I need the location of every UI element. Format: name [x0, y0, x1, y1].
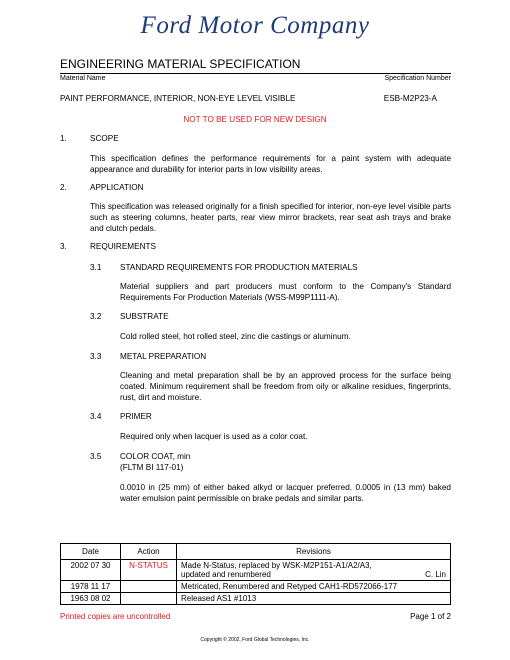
- section-3-5-number: 3.5: [90, 452, 102, 461]
- revisions-header-row: [61, 544, 451, 560]
- uncontrolled-notice: Printed copies are uncontrolled: [60, 612, 171, 621]
- section-2-text: This specification was released originally for a finish specified for interior, non-eye level visible parts such as steering columns, heater parts, rear view mirror brackets, rear seat ash trays and brake and clutch pedals.: [90, 202, 451, 233]
- section-1-title: SCOPE: [90, 134, 119, 143]
- section-3-3-title: METAL PREPARATION: [120, 352, 207, 361]
- notice: NOT TO BE USED FOR NEW DESIGN: [183, 115, 327, 124]
- copyright: Copyright © 2002, Ford Global Technologies, Inc.: [200, 637, 310, 643]
- section-1-number: 1.: [60, 134, 67, 143]
- revision-initials: C. Lin: [425, 570, 446, 579]
- revision-description: Metricated, Renumbered and Retyped CAH1-RD572066-177: [177, 581, 451, 593]
- revision-description: Released AS1 #1013: [177, 593, 451, 605]
- section-3-4-title: PRIMER: [120, 412, 152, 421]
- revision-line-2: updated and renumbered: [181, 570, 271, 579]
- revisions-table: [60, 543, 451, 605]
- revision-description: [177, 560, 451, 581]
- revision-action: [121, 581, 177, 593]
- page-number: Page 1 of 2: [410, 612, 451, 621]
- spec-number-label: Specification Number: [384, 75, 451, 82]
- section-3-number: 3.: [60, 242, 67, 251]
- header-action: Action: [121, 544, 177, 560]
- revision-date: 2002 07 30: [61, 560, 121, 581]
- revision-action: N-STATUS: [121, 560, 177, 581]
- section-3-3-text: Cleaning and metal preparation shall be by an approved process for the surface being coated. Minimum requirement shall be freedom from oily or alkaline residues, fingerprints, rust, dirt and moisture.: [120, 371, 451, 402]
- material-name: PAINT PERFORMANCE, INTERIOR, NON-EYE LEVEL VISIBLE: [60, 94, 296, 103]
- revision-line-1: Made N-Status, replaced by WSK-M2P151-A1/A2/A3,: [181, 561, 372, 570]
- ford-logo: Ford Motor Company: [140, 12, 370, 39]
- header-revisions: Revisions: [177, 544, 451, 560]
- section-1-text: This specification defines the performance requirements for a paint system with adequate appearance and durability for interior parts in low visibility areas.: [90, 154, 451, 174]
- table-row: [61, 593, 451, 605]
- revision-line-2-wrap: [181, 570, 446, 579]
- spec-number: ESB-M2P23-A: [383, 94, 437, 103]
- section-3-1-number: 3.1: [90, 263, 102, 272]
- section-3-5-text: 0.0010 in (25 mm) of either baked alkyd or lacquer preferred. 0.0005 in (13 mm) baked water emulsion paint permissible on brake pedals and similar parts.: [120, 483, 451, 503]
- revision-action: [121, 593, 177, 605]
- revision-date: 1978 11 17: [61, 581, 121, 593]
- title-rule: [60, 73, 451, 74]
- material-name-label: Material Name: [60, 75, 106, 82]
- section-3-3-number: 3.3: [90, 352, 102, 361]
- section-2-title: APPLICATION: [90, 183, 144, 192]
- table-row: [61, 581, 451, 593]
- section-3-2-text: Cold rolled steel, hot rolled steel, zinc die castings or aluminum.: [120, 332, 351, 341]
- section-3-4-number: 3.4: [90, 412, 102, 421]
- section-2-number: 2.: [60, 183, 67, 192]
- section-3-1-text: Material suppliers and part producers must conform to the Company's Standard Requirements For Production Materials (WSS-M99P1111-A).: [120, 282, 451, 302]
- section-3-title: REQUIREMENTS: [90, 242, 156, 251]
- section-3-5-title: COLOR COAT, min: [120, 452, 191, 461]
- section-3-5-subtitle: (FLTM BI 117-01): [120, 463, 184, 472]
- revision-date: 1963 08 02: [61, 593, 121, 605]
- section-3-2-number: 3.2: [90, 312, 102, 321]
- document-title: ENGINEERING MATERIAL SPECIFICATION: [60, 57, 301, 71]
- table-row: [61, 560, 451, 581]
- section-3-4-text: Required only when lacquer is used as a color coat.: [120, 432, 308, 441]
- header-date: Date: [61, 544, 121, 560]
- section-3-1-title: STANDARD REQUIREMENTS FOR PRODUCTION MATERIALS: [120, 263, 358, 272]
- section-3-2-title: SUBSTRATE: [120, 312, 169, 321]
